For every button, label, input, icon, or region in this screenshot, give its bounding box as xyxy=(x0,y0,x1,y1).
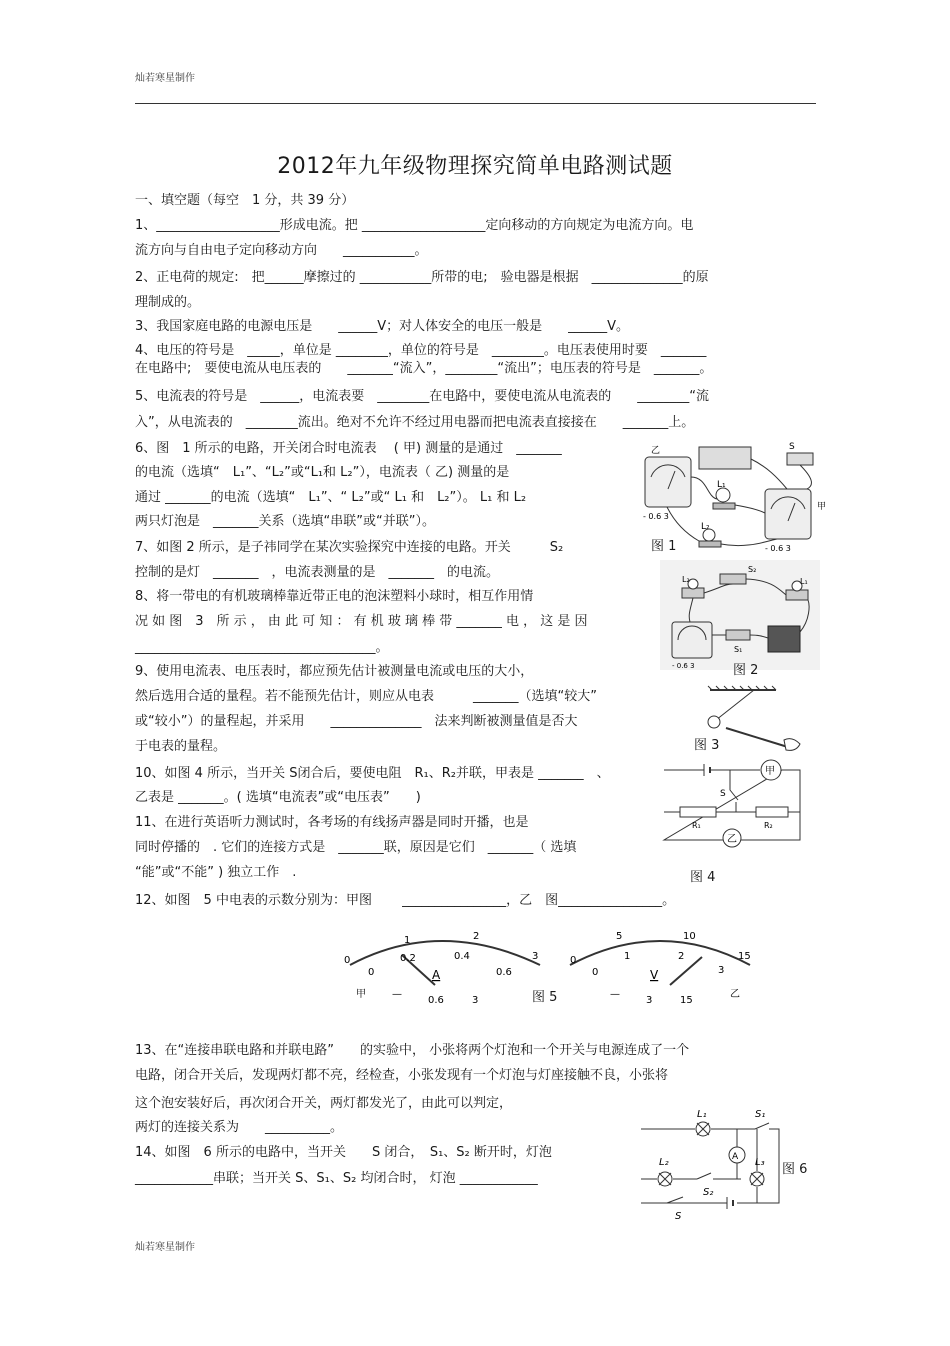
figure-5-caption: 图 5 xyxy=(532,990,558,1005)
question-line: 12、如图 5 中电表的示数分别为：甲图 ________________，乙 图________________。 xyxy=(135,893,676,908)
question-line: “能”或“不能” ) 独立工作 . xyxy=(135,865,297,880)
question-line: 1、___________________形成电流。把 ___________________定向移动的方向规定为电流方向。电 xyxy=(135,218,694,233)
amm-inner-3: 0.6 xyxy=(496,967,512,978)
question-line: 9、使用电流表、电压表时，都应预先估计被测量电流或电压的大小， xyxy=(135,664,534,679)
amm-outer-0: 0 xyxy=(344,955,351,966)
figure-6 xyxy=(637,1103,787,1223)
section-heading: 一、填空题（每空 1 分，共 39 分） xyxy=(135,193,355,208)
vol-outer-1: 5 xyxy=(616,931,623,942)
question-line: 2、正电荷的规定: 把______摩擦过的 ___________所带的电; 验电器是根据 ______________的原 xyxy=(135,270,709,285)
vol-outer-2: 10 xyxy=(683,931,696,942)
question-line: 的电流（选填“ L₁”、“L₂”或“L₁和 L₂”），电流表（ 乙) 测量的是 xyxy=(135,465,510,480)
amm-term-0: — xyxy=(392,989,402,1000)
question-line: 7、如图 2 所示，是子祎同学在某次实验探究中连接的电路。开关 S₂ xyxy=(135,540,564,555)
fig6-l1-label: L₁ xyxy=(697,1109,707,1120)
question-line: ____________串联；当开关 S、S₁、S₂ 均闭合时， 灯泡 ____________ xyxy=(135,1171,538,1186)
vol-unit: V xyxy=(650,968,659,982)
question-line: 3、我国家庭电路的电源电压是 ______V；对人体安全的电压一般是 ______V。 xyxy=(135,319,630,334)
amm-unit: A xyxy=(432,968,441,982)
figure-4-caption: 图 4 xyxy=(690,870,716,885)
fig1-l1-label: L₁ xyxy=(717,480,726,490)
amm-outer-2: 2 xyxy=(473,931,480,942)
fig1-switch-label: S xyxy=(789,442,795,452)
fig2-scale: - 0.6 3 xyxy=(672,662,695,670)
question-line: 同时停播的 . 它们的连接方式是 _______联，原因是它们 _______（ 选填 xyxy=(135,840,577,855)
page-title: 2012年九年级物理探究简单电路测试题 xyxy=(277,154,673,179)
fig4-r1-label: R₁ xyxy=(692,821,701,830)
vol-term-2: 15 xyxy=(680,995,693,1006)
vol-inner-0: 0 xyxy=(592,967,599,978)
fig2-s2-label: S₂ xyxy=(748,565,757,574)
fig1-jia-label: 甲 xyxy=(817,502,827,512)
question-line: 电路，闭合开关后，发现两灯都不亮，经检查，小张发现有一个灯泡与灯座接触不良，小张将 xyxy=(135,1068,669,1083)
question-line: 两灯的连接关系为 __________。 xyxy=(135,1120,344,1135)
fig6-s-label: S xyxy=(675,1211,682,1222)
question-line: 控制的是灯 _______ ，电流表测量的是 _______ 的电流。 xyxy=(135,565,500,580)
vol-inner-3: 3 xyxy=(718,965,725,976)
amm-inner-0: 0 xyxy=(368,967,375,978)
fig2-l1-label: L₁ xyxy=(800,577,808,586)
question-line: 乙表是 _______。( 选填“电流表”或“电压表” ) xyxy=(135,790,421,805)
question-line: 入”，从电流表的 ________流出。绝对不允许不经过用电器而把电流表直接接在 _______上。 xyxy=(135,415,695,430)
fig1-scale-left: - 0.6 3 xyxy=(643,512,669,521)
vol-inner-1: 1 xyxy=(624,951,631,962)
question-line: 于电表的量程。 xyxy=(135,739,227,754)
fig6-l3-label: L₃ xyxy=(755,1157,765,1168)
fig1-l2-label: L₂ xyxy=(701,522,710,532)
vol-outer-3: 15 xyxy=(738,951,751,962)
figure-1-caption: 图 1 xyxy=(651,539,677,554)
figure-3-caption: 图 3 xyxy=(694,738,720,753)
figure-6-caption: 图 6 xyxy=(782,1162,808,1177)
fig6-l2-label: L₂ xyxy=(659,1157,669,1168)
page-header: 灿若寒星制作 xyxy=(135,73,195,84)
question-line: 理制成的。 xyxy=(135,295,201,310)
question-line: 流方向与自由电子定向移动方向 ___________。 xyxy=(135,243,428,258)
question-line: 6、图 1 所示的电路，开关闭合时电流表 ( 甲) 测量的是通过 _______ xyxy=(135,441,562,456)
question-line: 8、将一带电的有机玻璃棒靠近带正电的泡沫塑料小球时，相互作用情 xyxy=(135,589,534,604)
fig6-s1-label: S₁ xyxy=(755,1109,766,1120)
question-line: 13、在“连接串联电路和并联电路” 的实验中， 小张将两个灯泡和一个开关与电源连成了一个 xyxy=(135,1043,690,1058)
vol-label: 乙 xyxy=(730,989,740,1000)
question-line: 这个泡安装好后，再次闭合开关，两灯都发光了，由此可以判定， xyxy=(135,1096,513,1111)
question-line: 通过 _______的电流（选填“ L₁”、“ L₂”或“ L₁ 和 L₂”）。 L₁ 和 L₂ xyxy=(135,490,527,505)
amm-term-1: 0.6 xyxy=(428,995,444,1006)
fig1-yi-label: 乙 xyxy=(651,446,661,456)
amm-label: 甲 xyxy=(356,989,366,1000)
question-line: 10、如图 4 所示，当开关 S闭合后，要使电阻 R₁、R₂并联，甲表是 _______ 、 xyxy=(135,766,610,781)
fig4-switch-label: S xyxy=(720,789,726,799)
amm-term-2: 3 xyxy=(472,995,479,1006)
question-line: 14、如图 6 所示的电路中，当开关 S 闭合， S₁、S₂ 断开时，灯泡 xyxy=(135,1145,552,1160)
page-footer: 灿若寒星制作 xyxy=(135,1242,195,1253)
vol-term-1: 3 xyxy=(646,995,653,1006)
figure-2 xyxy=(660,560,820,670)
figure-4 xyxy=(660,760,805,850)
question-line: 然后选用合适的量程。若不能预先估计，则应从电表 _______（选填“较大” xyxy=(135,689,597,704)
question-line: 况 如 图 3 所 示 ， 由 此 可 知 ： 有 机 玻 璃 棒 带 _______ 电 ， 这 是 因 xyxy=(135,614,588,629)
fig2-s1-label: S₁ xyxy=(734,645,743,654)
amm-inner-1: 0.2 xyxy=(400,953,416,964)
question-line: 两只灯泡是 _______关系（选填“串联”或“并联”）。 xyxy=(135,514,435,529)
fig6-meter-label: A xyxy=(732,1152,739,1162)
fig4-r2-label: R₂ xyxy=(764,821,773,830)
question-line: 4、电压的符号是 _____，单位是 ________，单位的符号是 ________。电压表使用时要 _______ xyxy=(135,343,707,358)
question-line: 在电路中; 要使电流从电压表的 _______“流入”，________“流出”；电压表的符号是 _______。 xyxy=(135,361,713,376)
question-line: 11、在进行英语听力测试时，各考场的有线扬声器是同时开播，也是 xyxy=(135,815,529,830)
header-divider xyxy=(135,103,816,104)
amm-outer-1: 1 xyxy=(404,935,411,946)
question-line: 或“较小”）的量程起，并采用 ______________ 法来判断被测量值是否大 xyxy=(135,714,578,729)
fig4-yi-label: 乙 xyxy=(727,834,737,845)
fig4-jia-label: 甲 xyxy=(765,766,775,777)
amm-inner-2: 0.4 xyxy=(454,951,470,962)
fig1-scale-right: - 0.6 3 xyxy=(765,544,791,553)
question-line: 5、电流表的符号是 ______，电流表要 ________在电路中，要使电流从电流表的 ________“流 xyxy=(135,389,710,404)
vol-outer-0: 0 xyxy=(570,955,577,966)
amm-outer-3: 3 xyxy=(532,951,539,962)
vol-term-0: — xyxy=(610,989,620,1000)
fig2-l2-label: L₂ xyxy=(682,575,690,584)
fig6-s2-label: S₂ xyxy=(703,1187,714,1198)
question-line: _____________________________________。 xyxy=(135,640,389,655)
vol-inner-2: 2 xyxy=(678,951,685,962)
figure-2-caption: 图 2 xyxy=(733,663,759,678)
